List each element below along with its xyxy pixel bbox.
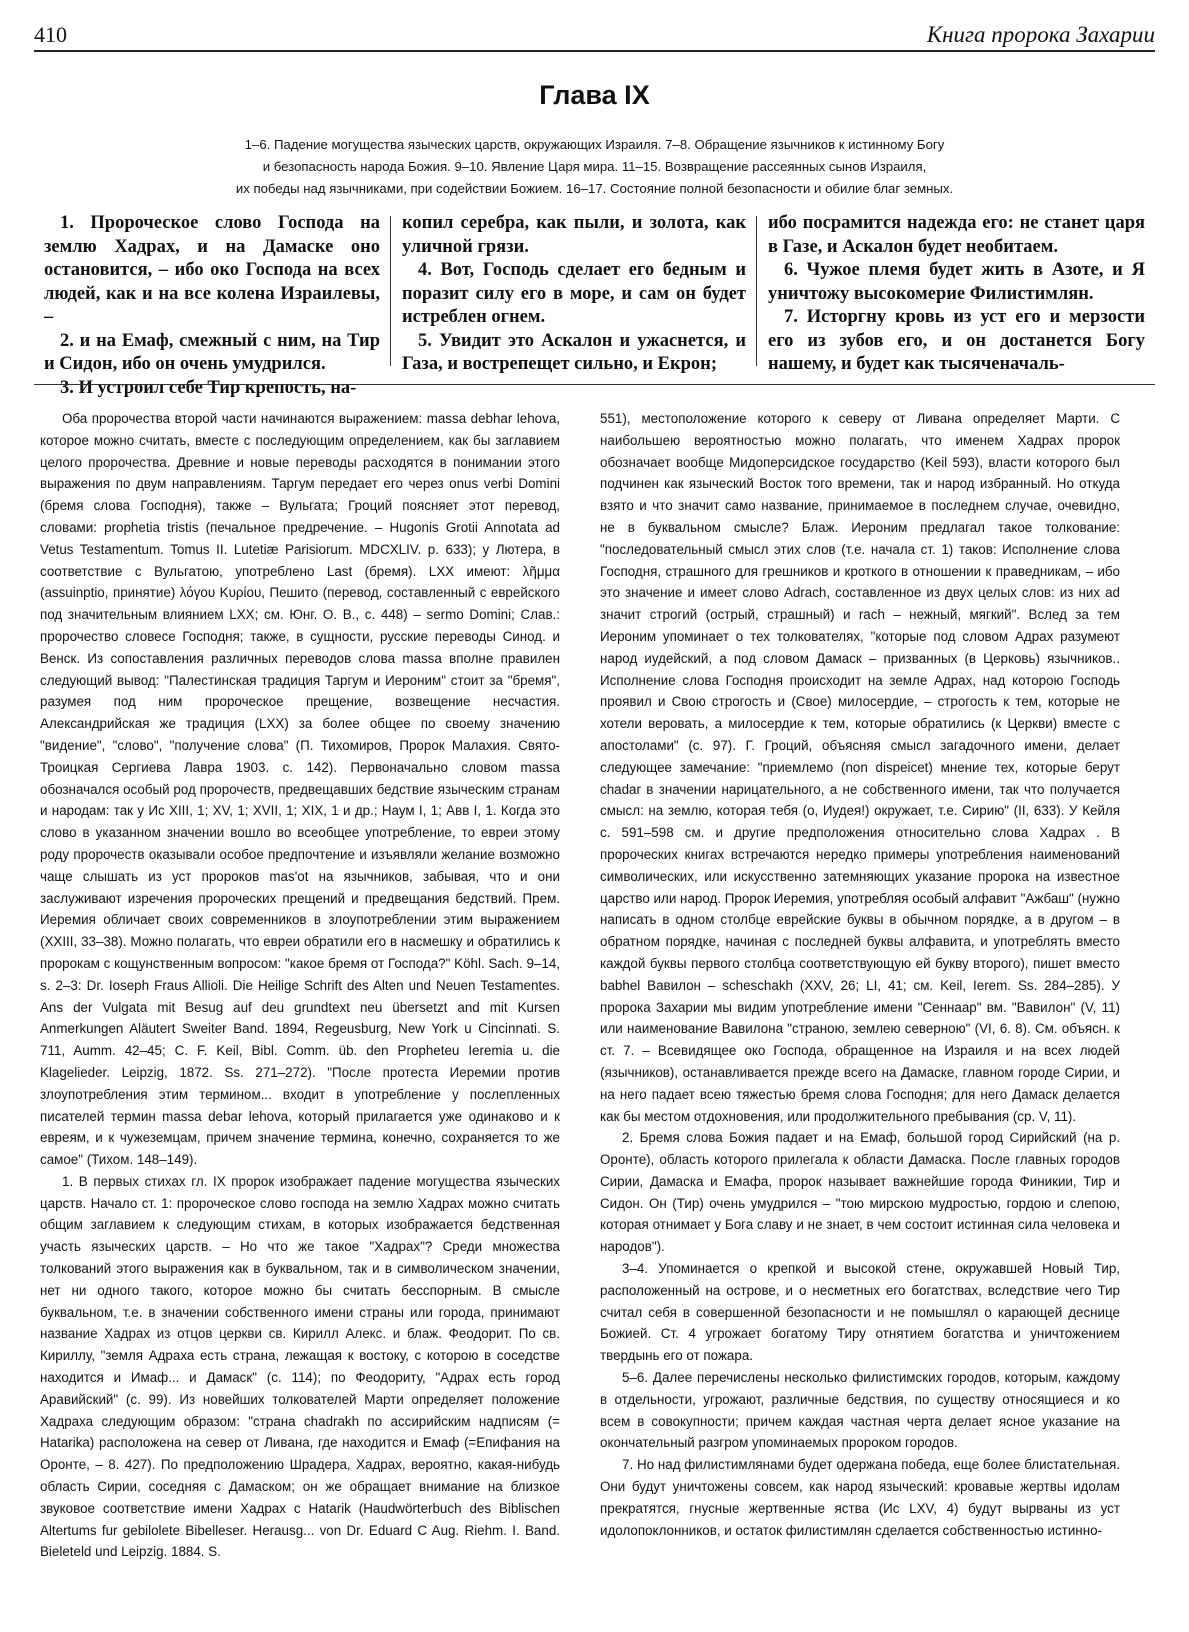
commentary-paragraph: Оба пророчества второй части начинаются выражением: massa debhar lehova, которое можно считать, вместе с последующим определением, как бы заглавием целого пророчества. Древние и новые переводы расходятся в понимании этого выражения по двум направлениям. Таргум передает его через onus verbi Domini (бремя слова Господня), также – Вульгата; Гроций поясняет этот перевод, словами: prophetia tristis (печальное предречение. – Hugonis Grotii Annotata ad Vetus Testamentum. Tomus II. Lutetiæ Parisiorum. MDCXLIV. p. 633); у Лютера, в соответствие с Вульгатою, употреблено Last (бремя). LXX имеют: λῆμμα (assuinptio, принятие) λόγου Κυρίου, Пешито (перевод, составленный с еврейского под значительным влиянием LXX; см. Юнг. О. В., с. 448) – sermo Domini; Слав.: пророчество словесе Господня; также, в сущности, русские переводы Синод. и Венск. Из сопоставления различных переводов слова massa вполне правилен следующий вывод: "Палестинская традиция Таргум и Иероним" стоит за "бремя", разумея под ним пророческое прещение, возвещение несчастия. Александрийская же традиция (LXX) за более общее по своему значению "видение", "слово", "получение слова" (П. Тихомиров, Пророк Малахия. Свято-Троицкая Сергиева Лавра 1903. с. 142). Первоначально словом massa обозначался особый род пророчеств, предвещавших бедствие языческим странам и народам: так у Ис XIII, 1; XV, 1; XVII, 1; XIX, 1 и др.; Наум I, 1; Авв I, 1. Когда это слово в указанном значении вошло во всеобщее употребление, то евреи этому роду пророчеств оказывали особое предпочтение и изъявляли желание возможно чаще слышать из уст пророков mas'ot на язычников, забывая, что и они заслуживают изречения пророческих прещений и предвещания бедствий. Прем. Иеремия обличает своих современников в злоупотреблении этим выражением (XXIII, 33–38). Можно полагать, что евреи обратили его в насмешку и обратились к пророкам с кощунственным вопросом: "какое бремя от Господа?" Köhl. Sach. 9–14, s. 2–3: Dr. Ioseph Fraus Allioli. Die Heilige Schrift des Alten und Neuen Testamentes. Ans der Vulgata mit Besug auf deu grundtext neu übersetzt and mit Kursen Anmerkungen Aläutert Sweiter Band. 1894, Regeusburg, New York u Cincinnati. S. 711, Aumm. 42–45; C. F. Keil, Bibl. Comm. üb. den Propheteu Ieremia u. die Klagelieder. Leipzig, 1872. Ss. 271–272). "После протеста Иеремии против злоупотребления этим термином... входит в употребление у послепленных писателей термин massa debar lehova, который прилагается уже одинаково и к евреям, и к чужеземцам, причем значение термина, конечно, сохраняется то же самое" (Тихом. 148–149).	[40, 411, 560, 1168]
commentary-paragraph: 5–6. Далее перечислены несколько филистимских городов, которым, каждому в отдельности, угрожают, различные бедствия, по существу относящиеся и ко всем в совокупности; причем каждая частная черта делает ясное указание на окончательный разгром упоминаемых пророком городов.	[600, 1370, 1120, 1451]
commentary-column-left	[40, 408, 560, 1622]
verse: 3. И устроил себе Тир крепость, на-	[60, 377, 357, 398]
verse-column-1	[44, 212, 380, 398]
commentary-column-right	[600, 408, 1120, 1622]
verse: 6. Чужое племя будет жить в Азоте, и Я уничтожу высокомерие Филистимлян.	[768, 260, 1145, 304]
verse: 1. Пророческое слово Господа на землю Хадрах, и на Дамаске оно остановится, – ибо око Господа на всех людей, как и на все колена Израилевы, –	[44, 213, 380, 327]
commentary-paragraph: 1. В первых стихах гл. IX пророк изображает падение могущества языческих царств. Начало ст. 1: пророческое слово господа на землю Хадрах можно считать общим заглавием к следующим стихам, в которых изображается бедственная участь языческих царств. – Но что же такое "Хадрах"? Среди множества толкований этого выражения как в буквальном, так и в символическом значении, нет ни одного такого, которое можно бы считать бесспорным. В смысле буквальном, т.е. в значении собственного имени страны или города, принимают название Хадрах из отцов церкви св. Кирилл Алекс. и блаж. Феодорит. По св. Кириллу, "земля Адраха есть страна, лежащая к востоку, с которою в соседстве находится и Имаф... и Дамаск" (с. 114); по Феодориту, "Адрах есть город Аравийский" (с. 99). Из новейших толкователей Марти определяет положение Хадраха следующим образом: "страна chadrakh по ассирийским надписям (= Hatarika) расположена на север от Ливана, где находится и Емаф (=Епифания на Оронте, – 8. 427). По предположению Шрадера, Хадрах, вероятно, какая-нибудь область Сирии, соседняя с Дамаском; он же обращает внимание на близкое звуковое соответствие имени Хадрах с Hatarik (Haudwörterbuch des Biblischen Altertums fur gebilolete Bibelleser. Herausg... von Dr. Eduard C Aug. Riehm. I. Band. Bieleteld und Leipzig. 1884. S.	[40, 1173, 560, 1560]
verse: копил серебра, как пыли, и золота, как уличной грязи.	[402, 213, 746, 257]
scripture-text	[44, 212, 1145, 398]
book-title: Книга пророка Захарии	[926, 22, 1155, 47]
summary-line: их победы над язычниками, при содействии Божием. 16–17. Состояние полной безопасности и обилие благ земных.	[235, 181, 954, 196]
page-number: 410	[34, 22, 67, 47]
commentary-paragraph: 3–4. Упоминается о крепкой и высокой стене, окружавшей Новый Тир, расположенный на острове, и о несметных его богатствах, вследствие чего Тир считал себя в совершенной безопасности и не помышлял о карающей деснице Божией. Ст. 4 угрожает богатому Тиру отнятием богатства и уничтожением твердынь его от пожара.	[600, 1261, 1120, 1364]
chapter-summary	[120, 134, 1069, 200]
verse: ибо посрамится надежда его: не станет царя в Газе, и Аскалон будет необитаем.	[768, 213, 1145, 257]
verse: 5. Увидит это Аскалон и ужаснется, и Газа, и вострепещет сильно, и Екрон;	[402, 330, 746, 374]
verse-column-2	[402, 212, 746, 374]
verse: 4. Вот, Господь сделает его бедным и поразит силу его в море, и сам он будет истреблен огнем.	[402, 260, 746, 327]
column-divider	[390, 216, 391, 366]
verse: 2. и на Емаф, смежный с ним, на Тир и Сидон, ибо он очень умудрился.	[44, 330, 380, 374]
verse: 7. Исторгну кровь из уст его и мерзости его из зубов его, и он достанется Богу нашему, и будет как тысяченачаль-	[768, 307, 1145, 374]
verse-column-3	[768, 212, 1145, 374]
column-divider	[756, 216, 757, 366]
section-divider	[34, 384, 1155, 385]
commentary-paragraph: 2. Бремя слова Божия падает и на Емаф, большой город Сирийский (на р. Оронте), область которого прилегала к области Дамаска. После главных городов Сирии, Дамаска и Емафа, пророк называет важнейшие города Финикии, Тир и Сидон. Он (Тир) очень умудрился – "тою мирскою мудростью, гордою и слепою, которая отнимает у Бога славу и не знает, в чем состоит истинная сила человека и народов").	[600, 1130, 1120, 1255]
commentary-paragraph: 7. Но над филистимлянами будет одержана победа, еще более блистательная. Они будут уничтожены совсем, как народ языческий: кровавые жертвы идолам прекратятся, гнусные жертвенные яства (Ис LXV, 4) будут вырваны из уст идолопоклонников, и остаток филистимлян сделается собственностью истинно-	[600, 1457, 1120, 1538]
running-header	[34, 18, 1155, 52]
summary-line: и безопасность народа Божия. 9–10. Явление Царя мира. 11–15. Возвращение рассеянных сынов Израиля,	[262, 159, 927, 174]
commentary-paragraph: 551), местоположение которого к северу от Ливана определяет Марти. С наибольшею вероятностью можно полагать, что именем Хадрах пророк обозначает вообще Мидоперсидское государство (Keil 593), власти которого был подчинен как языческий Восток того времени, так и народ избранный. Но откуда взято и что значит само название, принимаемое в последнем случае, очевидно, не в буквальном смысле? Блаж. Иероним предлагал такое толкование: "последовательный смысл этих слов (т.е. начала ст. 1) таков: Исполнение слова Господня, страшного для грешников и кроткого в отношении к праведникам, – ибо это значение и имеет слово Adrach, составленное из двух целых слов: из них ad значит строгий (острый, страшный) и rach – нежный, мягкий". Вслед за тем Иероним упоминает о тех толкователях, "которые под словом Адрах разумеют народ иудейский, а под словом Дамаск – призванных (в Церковь) язычников.. Исполнение слова Господня происходит на земле Адрах, над которою Господь проявил и Свою строгость и (Свое) милосердие, – строгость к тем, которые не хотели веровать, а милосердие к тем, которые обратились (к Церкви) вместе с апостолами" (с. 97). Г. Гроций, объясняя смысл загадочного имени, делает следующее замечание: "приемлемо (non dispeicet) мнение тех, которые берут chadar в значении нарицательного, а не собственного имени, так что получается смысл: на землю, которая тебя (о, Иудея!) окружает, т.е. Сирию" (II, 633). У Кейля с. 591–598 см. и другие предположения относительно слова Хадрах . В пророческих книгах встречаются нередко примеры употребления наименований символических, или искусственно затемняющих указание пророка на известное царство или народ. Пророк Иеремия, употребляя особый алфавит "Ажбаш" (нужно написать в одном столбце еврейские буквы в обычном порядке, а в другом – в обратном порядке, начиная с последней буквы алфавита, и употреблять вместо каждой буквы первого столбца соответствующую ей букву второго), пишет вместо babhel Вавилон – scheschakh (XXV, 26; LI, 41; см. Keil, Ierem. Ss. 284–285). У пророка Захарии мы видим употребление имени "Сеннаар" вм. "Вавилон" (V, 11) или наименование Вавилона "страною, землею северною" (VI, 6. 8). См. объясн. к ст. 7. – Всевидящее око Господа, обращенное на Израиля и на всех людей (язычников), останавливается прежде всего на Дамаске, главном городе Сирии, и на него падает всею тяжестью бремя слова Господня; для него Дамаск делается как бы местом отдохновения, или продолжительного пребывания (ср. V, 11).	[600, 411, 1120, 1124]
chapter-title: Глава IX	[539, 80, 650, 110]
summary-line: 1–6. Падение могущества языческих царств, окружающих Израиля. 7–8. Обращение язычников к истинному Богу	[244, 137, 945, 152]
